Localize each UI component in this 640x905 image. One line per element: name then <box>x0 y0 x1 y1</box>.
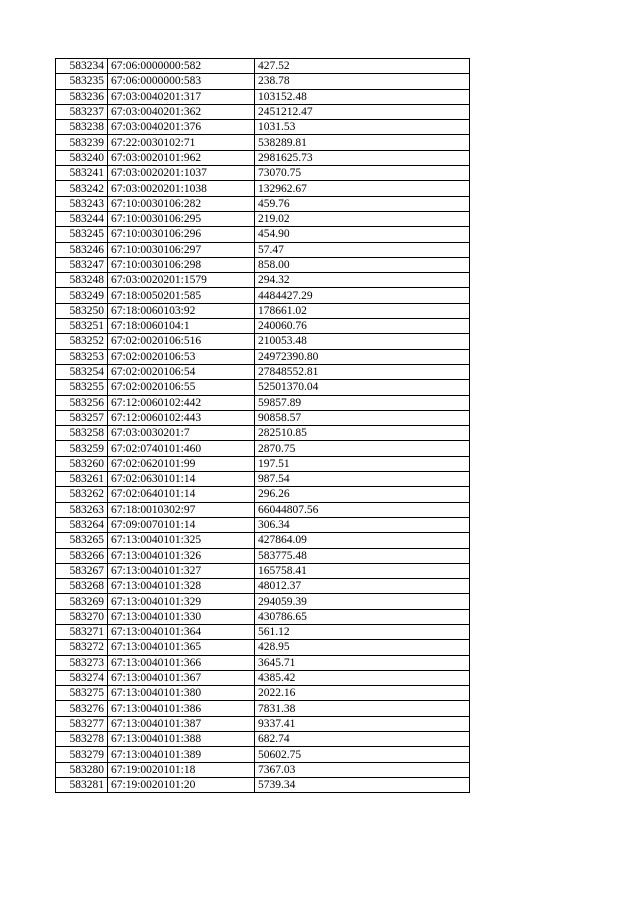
row-id-cell: 583262 <box>56 487 108 502</box>
value-cell: 240060.76 <box>255 319 470 334</box>
row-id-cell: 583272 <box>56 640 108 655</box>
row-id-cell: 583254 <box>56 364 108 379</box>
row-id-cell: 583240 <box>56 150 108 165</box>
row-id-cell: 583264 <box>56 517 108 532</box>
table-row <box>56 579 470 594</box>
table-row <box>56 104 470 119</box>
table-row <box>56 686 470 701</box>
row-id-cell: 583243 <box>56 196 108 211</box>
table-row <box>56 74 470 89</box>
row-id-cell: 583273 <box>56 655 108 670</box>
table-row <box>56 456 470 471</box>
table-row <box>56 150 470 165</box>
row-id-cell: 583241 <box>56 166 108 181</box>
cadastral-number-cell: 67:02:0630101:14 <box>108 472 255 487</box>
row-id-cell: 583274 <box>56 670 108 685</box>
table-row <box>56 502 470 517</box>
data-table <box>55 58 470 793</box>
value-cell: 4484427.29 <box>255 288 470 303</box>
table-row <box>56 533 470 548</box>
table-row <box>56 640 470 655</box>
cadastral-number-cell: 67:13:0040101:330 <box>108 609 255 624</box>
row-id-cell: 583278 <box>56 732 108 747</box>
cadastral-number-cell: 67:10:0030106:295 <box>108 211 255 226</box>
table-body <box>56 59 470 793</box>
table-row <box>56 426 470 441</box>
table-row <box>56 670 470 685</box>
table-row <box>56 609 470 624</box>
table-row <box>56 441 470 456</box>
row-id-cell: 583248 <box>56 273 108 288</box>
table-row <box>56 380 470 395</box>
value-cell: 48012.37 <box>255 579 470 594</box>
row-id-cell: 583255 <box>56 380 108 395</box>
value-cell: 427864.09 <box>255 533 470 548</box>
row-id-cell: 583259 <box>56 441 108 456</box>
table-row <box>56 211 470 226</box>
cadastral-number-cell: 67:13:0040101:389 <box>108 747 255 762</box>
cadastral-number-cell: 67:13:0040101:364 <box>108 624 255 639</box>
table-row <box>56 181 470 196</box>
table-row <box>56 364 470 379</box>
cadastral-number-cell: 67:02:0020106:53 <box>108 349 255 364</box>
value-cell: 52501370.04 <box>255 380 470 395</box>
cadastral-number-cell: 67:10:0030106:297 <box>108 242 255 257</box>
value-cell: 50602.75 <box>255 747 470 762</box>
row-id-cell: 583277 <box>56 716 108 731</box>
table-row <box>56 517 470 532</box>
table-row <box>56 303 470 318</box>
cadastral-number-cell: 67:03:0020201:1038 <box>108 181 255 196</box>
table-row <box>56 227 470 242</box>
row-id-cell: 583252 <box>56 334 108 349</box>
value-cell: 132962.67 <box>255 181 470 196</box>
cadastral-number-cell: 67:02:0620101:99 <box>108 456 255 471</box>
cadastral-number-cell: 67:03:0030201:7 <box>108 426 255 441</box>
row-id-cell: 583260 <box>56 456 108 471</box>
value-cell: 583775.48 <box>255 548 470 563</box>
row-id-cell: 583270 <box>56 609 108 624</box>
row-id-cell: 583280 <box>56 762 108 777</box>
value-cell: 428.95 <box>255 640 470 655</box>
table-row <box>56 472 470 487</box>
cadastral-number-cell: 67:10:0030106:282 <box>108 196 255 211</box>
row-id-cell: 583275 <box>56 686 108 701</box>
row-id-cell: 583251 <box>56 319 108 334</box>
cadastral-number-cell: 67:02:0020106:516 <box>108 334 255 349</box>
table-row <box>56 273 470 288</box>
row-id-cell: 583244 <box>56 211 108 226</box>
table-row <box>56 655 470 670</box>
cadastral-number-cell: 67:13:0040101:367 <box>108 670 255 685</box>
cadastral-number-cell: 67:13:0040101:327 <box>108 563 255 578</box>
cadastral-number-cell: 67:03:0020101:962 <box>108 150 255 165</box>
cadastral-number-cell: 67:13:0040101:380 <box>108 686 255 701</box>
table-row <box>56 59 470 74</box>
table-row <box>56 747 470 762</box>
row-id-cell: 583267 <box>56 563 108 578</box>
cadastral-number-cell: 67:02:0640101:14 <box>108 487 255 502</box>
cadastral-number-cell: 67:02:0020106:54 <box>108 364 255 379</box>
cadastral-number-cell: 67:13:0040101:329 <box>108 594 255 609</box>
value-cell: 197.51 <box>255 456 470 471</box>
value-cell: 238.78 <box>255 74 470 89</box>
table-row <box>56 349 470 364</box>
value-cell: 2981625.73 <box>255 150 470 165</box>
value-cell: 561.12 <box>255 624 470 639</box>
cadastral-number-cell: 67:10:0030106:296 <box>108 227 255 242</box>
row-id-cell: 583261 <box>56 472 108 487</box>
cadastral-number-cell: 67:03:0020201:1037 <box>108 166 255 181</box>
cadastral-number-cell: 67:13:0040101:366 <box>108 655 255 670</box>
table-row <box>56 732 470 747</box>
table-row <box>56 594 470 609</box>
table-row <box>56 777 470 792</box>
table-row <box>56 120 470 135</box>
table-row <box>56 701 470 716</box>
row-id-cell: 583239 <box>56 135 108 150</box>
row-id-cell: 583265 <box>56 533 108 548</box>
row-id-cell: 583242 <box>56 181 108 196</box>
row-id-cell: 583281 <box>56 777 108 792</box>
table-row <box>56 716 470 731</box>
cadastral-number-cell: 67:19:0020101:18 <box>108 762 255 777</box>
table-row <box>56 257 470 272</box>
row-id-cell: 583236 <box>56 89 108 104</box>
cadastral-number-cell: 67:09:0070101:14 <box>108 517 255 532</box>
cadastral-number-cell: 67:22:0030102:71 <box>108 135 255 150</box>
table-row <box>56 762 470 777</box>
cadastral-number-cell: 67:03:0020201:1579 <box>108 273 255 288</box>
value-cell: 73070.75 <box>255 166 470 181</box>
table-row <box>56 395 470 410</box>
cadastral-number-cell: 67:13:0040101:388 <box>108 732 255 747</box>
row-id-cell: 583249 <box>56 288 108 303</box>
table-row <box>56 89 470 104</box>
cadastral-number-cell: 67:02:0740101:460 <box>108 441 255 456</box>
value-cell: 219.02 <box>255 211 470 226</box>
table-row <box>56 135 470 150</box>
cadastral-number-cell: 67:13:0040101:328 <box>108 579 255 594</box>
row-id-cell: 583276 <box>56 701 108 716</box>
value-cell: 7831.38 <box>255 701 470 716</box>
value-cell: 430786.65 <box>255 609 470 624</box>
value-cell: 454.90 <box>255 227 470 242</box>
cadastral-number-cell: 67:18:0050201:585 <box>108 288 255 303</box>
value-cell: 90858.57 <box>255 410 470 425</box>
row-id-cell: 583237 <box>56 104 108 119</box>
cadastral-number-cell: 67:10:0030106:298 <box>108 257 255 272</box>
value-cell: 210053.48 <box>255 334 470 349</box>
cadastral-number-cell: 67:13:0040101:365 <box>108 640 255 655</box>
row-id-cell: 583253 <box>56 349 108 364</box>
cadastral-number-cell: 67:12:0060102:442 <box>108 395 255 410</box>
row-id-cell: 583238 <box>56 120 108 135</box>
cadastral-number-cell: 67:02:0020106:55 <box>108 380 255 395</box>
value-cell: 2451212.47 <box>255 104 470 119</box>
row-id-cell: 583268 <box>56 579 108 594</box>
table-row <box>56 624 470 639</box>
row-id-cell: 583235 <box>56 74 108 89</box>
value-cell: 59857.89 <box>255 395 470 410</box>
cadastral-number-cell: 67:03:0040201:376 <box>108 120 255 135</box>
value-cell: 103152.48 <box>255 89 470 104</box>
row-id-cell: 583245 <box>56 227 108 242</box>
cadastral-number-cell: 67:03:0040201:317 <box>108 89 255 104</box>
value-cell: 9337.41 <box>255 716 470 731</box>
cadastral-number-cell: 67:03:0040201:362 <box>108 104 255 119</box>
row-id-cell: 583266 <box>56 548 108 563</box>
cadastral-number-cell: 67:18:0060103:92 <box>108 303 255 318</box>
value-cell: 165758.41 <box>255 563 470 578</box>
row-id-cell: 583271 <box>56 624 108 639</box>
cadastral-number-cell: 67:18:0060104:1 <box>108 319 255 334</box>
value-cell: 27848552.81 <box>255 364 470 379</box>
cadastral-number-cell: 67:13:0040101:386 <box>108 701 255 716</box>
cadastral-number-cell: 67:18:0010302:97 <box>108 502 255 517</box>
value-cell: 24972390.80 <box>255 349 470 364</box>
cadastral-number-cell: 67:13:0040101:387 <box>108 716 255 731</box>
row-id-cell: 583246 <box>56 242 108 257</box>
row-id-cell: 583234 <box>56 59 108 74</box>
table-row <box>56 319 470 334</box>
value-cell: 459.76 <box>255 196 470 211</box>
row-id-cell: 583258 <box>56 426 108 441</box>
value-cell: 2022.16 <box>255 686 470 701</box>
table-row <box>56 242 470 257</box>
row-id-cell: 583257 <box>56 410 108 425</box>
row-id-cell: 583247 <box>56 257 108 272</box>
cadastral-number-cell: 67:06:0000000:582 <box>108 59 255 74</box>
row-id-cell: 583263 <box>56 502 108 517</box>
table-row <box>56 196 470 211</box>
row-id-cell: 583250 <box>56 303 108 318</box>
value-cell: 57.47 <box>255 242 470 257</box>
value-cell: 1031.53 <box>255 120 470 135</box>
cadastral-number-cell: 67:13:0040101:326 <box>108 548 255 563</box>
value-cell: 7367.03 <box>255 762 470 777</box>
cadastral-number-cell: 67:06:0000000:583 <box>108 74 255 89</box>
value-cell: 538289.81 <box>255 135 470 150</box>
value-cell: 2870.75 <box>255 441 470 456</box>
value-cell: 5739.34 <box>255 777 470 792</box>
value-cell: 296.26 <box>255 487 470 502</box>
cadastral-number-cell: 67:13:0040101:325 <box>108 533 255 548</box>
value-cell: 282510.85 <box>255 426 470 441</box>
table-row <box>56 166 470 181</box>
row-id-cell: 583256 <box>56 395 108 410</box>
value-cell: 294059.39 <box>255 594 470 609</box>
value-cell: 4385.42 <box>255 670 470 685</box>
table-row <box>56 548 470 563</box>
value-cell: 178661.02 <box>255 303 470 318</box>
value-cell: 66044807.56 <box>255 502 470 517</box>
table-row <box>56 288 470 303</box>
value-cell: 427.52 <box>255 59 470 74</box>
cadastral-number-cell: 67:12:0060102:443 <box>108 410 255 425</box>
value-cell: 294.32 <box>255 273 470 288</box>
table-row <box>56 487 470 502</box>
cadastral-number-cell: 67:19:0020101:20 <box>108 777 255 792</box>
table-row <box>56 334 470 349</box>
value-cell: 682.74 <box>255 732 470 747</box>
value-cell: 987.54 <box>255 472 470 487</box>
value-cell: 858.00 <box>255 257 470 272</box>
row-id-cell: 583279 <box>56 747 108 762</box>
value-cell: 3645.71 <box>255 655 470 670</box>
table-row <box>56 410 470 425</box>
table-row <box>56 563 470 578</box>
value-cell: 306.34 <box>255 517 470 532</box>
row-id-cell: 583269 <box>56 594 108 609</box>
